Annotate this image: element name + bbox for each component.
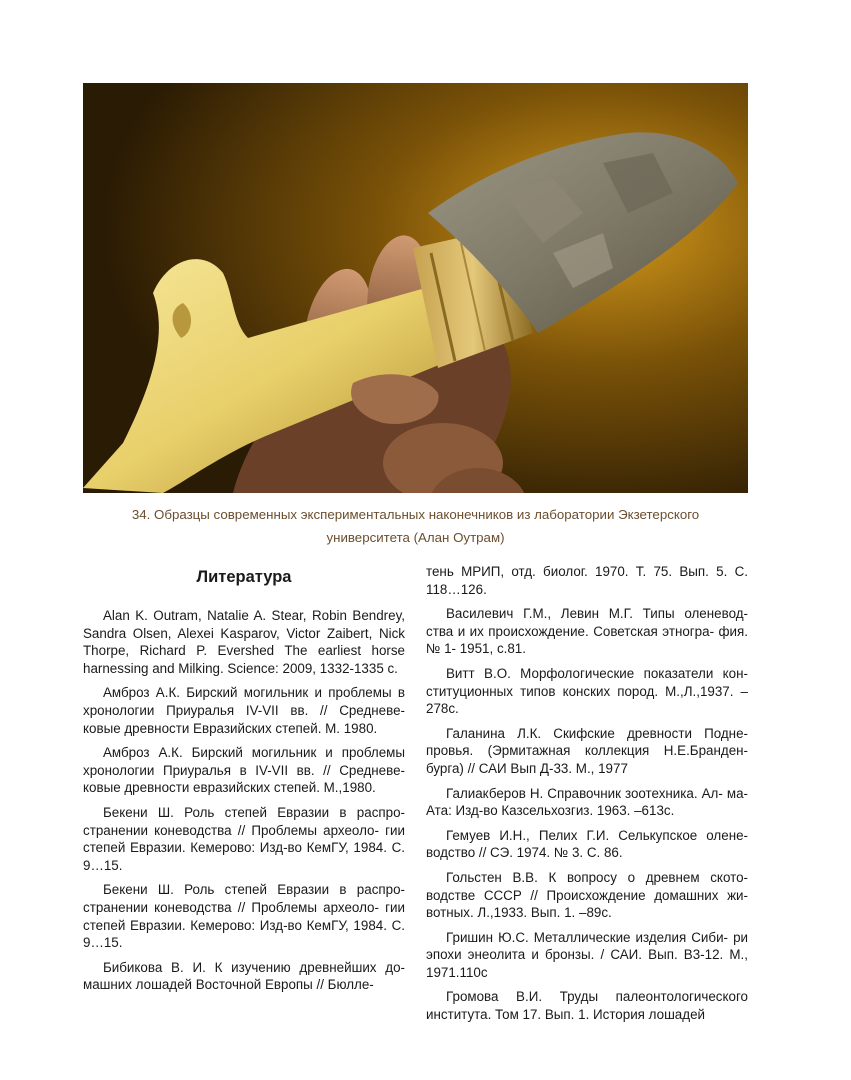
bibliography-entry xyxy=(426,988,748,1023)
bibliography-entry xyxy=(426,827,748,862)
bibliography-entry-line: водстве СССР // Происхождение домашних жи- xyxy=(426,887,748,903)
bibliography-entry xyxy=(426,665,748,718)
bibliography-right-entries xyxy=(426,605,748,1023)
bibliography-entry-line: странении коневодства // Проблемы археоло- xyxy=(83,822,379,838)
bibliography-entry-line: Гришин Ю.С. Металлические изделия Сиби- xyxy=(446,929,729,945)
bibliography-entry xyxy=(426,785,748,820)
bibliography-entry-line: тень МРИП, отд. биолог. 1970. Т. 75. Вып. 5. С. xyxy=(426,564,748,579)
bibliography-entry xyxy=(426,605,748,658)
bibliography-entry-line: Василевич Г.М., Левин М.Г. Типы оленевод- xyxy=(446,606,748,622)
bibliography-entry-line: Галиакберов Н. Справочник зоотехника. Ал- xyxy=(446,785,723,801)
bibliography-heading: Литература xyxy=(196,568,292,586)
bibliography-entry-line: Гольстен В.В. К вопросу о древнем ското- xyxy=(446,869,748,885)
flint-point-hafted-bone-handle-photo xyxy=(83,83,748,493)
bibliography-entry-line: Амброз А.К. Бирский могильник и проблемы xyxy=(103,745,405,761)
bibliography-entry-line: Амброз А.К. Бирский могильник и проблемы xyxy=(103,685,392,701)
bibliography-right-column xyxy=(426,563,748,1031)
bibliography-entry xyxy=(83,804,405,874)
bibliography-entry-line: Бекени Ш. Роль степей Евразии в распро- xyxy=(103,882,405,898)
figure-photo xyxy=(83,83,748,493)
bibliography-entry-line: Витт В.О. Морфологические показатели кон- xyxy=(446,665,748,681)
figure-caption-line: 34. Образцы современных экспериментальных наконечников из лаборатории Экзетерского xyxy=(131,507,700,522)
bibliography-entry-line: гии степей Евразии. Кемерово: Изд-во КемГУ, xyxy=(83,899,405,933)
bibliography-entry-line: Галанина Л.К. Скифские древности Подне- xyxy=(446,725,748,741)
bibliography-entry-line: фия. № 1- 1951, с.81. xyxy=(426,623,748,657)
bibliography-entry-continuation xyxy=(426,563,748,598)
figure-caption-line: университета (Алан Оутрам) xyxy=(326,530,505,545)
bibliography-entry-line: ри эпохи энеолита и бронзы. / САИ. Вып. В3-12. xyxy=(426,929,748,963)
bibliography-entry-line: Громова В.И. Труды палеонтологического xyxy=(446,989,748,1005)
bibliography-entry-line: института. Том 17. Вып. 1. История лошадей xyxy=(426,1007,705,1023)
bibliography-entry-line: Бекени Ш. Роль степей Евразии в распро- xyxy=(103,804,405,820)
bibliography-entry-line: 118…126. xyxy=(426,581,487,597)
bibliography-entry-line: Гемуев И.Н., Пелих Г.И. Селькупское олене- xyxy=(446,827,748,843)
bibliography-entry-line: машних лошадей Восточной Европы // Бюлле- xyxy=(83,977,374,993)
bibliography-entry-line: М., 1971.110с xyxy=(426,947,748,980)
bibliography-entry-line: ституционных типов конских пород. М.,Л.,1937. xyxy=(426,683,734,699)
bibliography-entry-line: 1984. С. 9…15. xyxy=(83,917,405,951)
bibliography-entry-line: earliest horse harnessing and Milking. Science: xyxy=(83,643,405,676)
bibliography-entry-line: в хронологии Приуралья IV-VII вв. // Средневе- xyxy=(83,685,405,718)
bibliography-entry-line: ковые древности евразийских степей. М.,1980. xyxy=(83,780,376,796)
bibliography-entry-line: странении коневодства // Проблемы археоло- xyxy=(83,899,379,915)
bibliography-entry-line: провья. (Эрмитажная коллекция Н.Е.Бранден- xyxy=(426,743,748,759)
bibliography-entry xyxy=(83,684,405,737)
bibliography-entry-line: ковые древности Евразийских степей. М. 1980. xyxy=(83,720,378,736)
bibliography-entry-line: Бибикова В. И. К изучению древнейших до- xyxy=(103,959,405,975)
bibliography-entry-line: –278с. xyxy=(426,683,748,717)
bibliography-entry xyxy=(426,929,748,982)
bibliography-entry-line: вотных. Л.,1933. Вып. 1. –89с. xyxy=(426,905,612,921)
bibliography-entry-line: 1984. С. 9…15. xyxy=(83,840,405,873)
bibliography-left-entries xyxy=(83,607,405,994)
bibliography-entry-line: 2009, 1332-1335 с. xyxy=(282,660,398,676)
bibliography-entry-line: Zaibert, Nick Thorpe, Richard P. Evershed The xyxy=(83,625,405,659)
bibliography-entry-line: ства и их происхождение. Советская этногра- xyxy=(426,623,715,639)
bibliography-entry-line: водство // СЭ. 1974. № 3. С. 86. xyxy=(426,845,623,861)
bibliography-left-column xyxy=(83,563,405,1001)
bibliography-entry-line: бурга) // САИ Вып Д-33. М., 1977 xyxy=(426,760,628,776)
bibliography-entry-line: Bendrey, Sandra Olsen, Alexei Kasparov, Victor xyxy=(83,608,405,641)
bibliography-entry xyxy=(83,959,405,994)
bibliography-entry-line: Alan K. Outram, Natalie A. Stear, Robin xyxy=(103,608,347,623)
bibliography-entry xyxy=(83,744,405,797)
bibliography-entry xyxy=(83,881,405,951)
bibliography-entry xyxy=(83,607,405,677)
bibliography-entry-line: ма-Ата: Изд-во Казсельхозгиз. 1963. –613с. xyxy=(426,785,748,819)
bibliography-entry xyxy=(426,725,748,778)
figure-caption xyxy=(83,503,748,549)
bibliography-entry xyxy=(426,869,748,922)
bibliography-entry-line: гии степей Евразии. Кемерово: Изд-во КемГУ, xyxy=(83,822,405,856)
bibliography-entry-line: хронологии Приуралья в IV-VII вв. // Средневе- xyxy=(83,762,405,778)
